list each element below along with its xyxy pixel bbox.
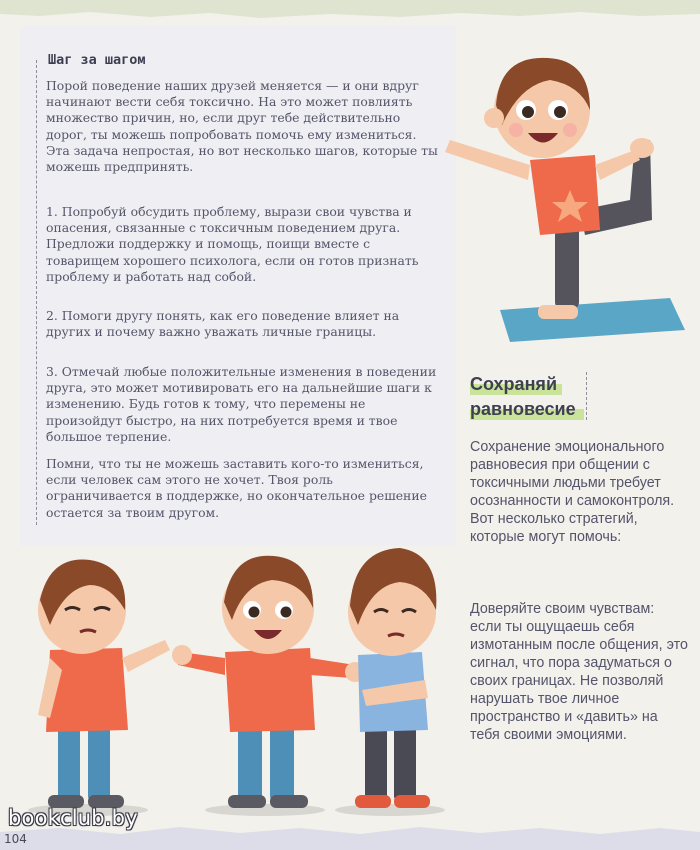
dashed-divider (36, 60, 38, 525)
balance-title-line-1: Сохраняй (470, 374, 558, 394)
dashed-divider (586, 372, 587, 420)
section-title-text: Шаг за шагом (48, 52, 146, 68)
three-boys-illustration (10, 540, 450, 820)
balance-paragraph-1: Сохранение эмоционального равновесия при общении с токсичными людьми требует осознанности и самоконтроля. Вот несколько стратегий, которые могут помочь: (470, 439, 675, 545)
step-3-paragraph: 3. Отмечай любые положительные изменения в поведении друга, это может мотивировать его на дальнейшие шаги к изменению. Будь готов к тому, что перемены не произойдут быстро, на них потребуется время и твое большое терпение. (46, 364, 437, 444)
step-2-paragraph: 2. Помоги другу понять, как его поведение влияет на других и почему важно уважать личные границы. (46, 308, 400, 340)
page-number: 104 (4, 832, 27, 846)
step-1-paragraph: 1. Попробуй обсудить проблему, вырази свои чувства и опасения, связанные с токсичным поведением друга. Предложи поддержку и помощь, поищи вместе с товарищем хорошего психолога, если он готов признать проблему и работать над собой. (46, 204, 419, 284)
section-title-steps (48, 52, 146, 68)
intro-paragraph: Порой поведение наших друзей меняется — и они вдруг начинают вести себя токсично. На это может повлиять множество причин, но, если друг тебе действительно дорог, ты можешь попробовать помочь ему измениться. Эта задача непростая, но вот несколько шагов, которые ты можешь предпринять. (46, 78, 438, 175)
balance-paragraph-2: Доверяйте своим чувствам: если ты ощущаешь себя измотанным после общения, это сигнал, что пора задуматься о своих границах. Не позволяй нарушать твое личное пространство и «давить» на тебя своими эмоциями. (470, 601, 688, 743)
section-title-balance (470, 372, 584, 424)
balance-title-line-2: равновесие (470, 399, 576, 419)
yoga-boy-illustration (430, 30, 690, 350)
outro-paragraph: Помни, что ты не можешь заставить кого-то измениться, если человек сам этого не хочет. Твоя роль ограничивается в поддержке, но окончательное решение остается за твоим другом. (46, 456, 427, 520)
watermark-logo: bookclub.by (8, 806, 138, 830)
torn-paper-edge (0, 8, 700, 28)
